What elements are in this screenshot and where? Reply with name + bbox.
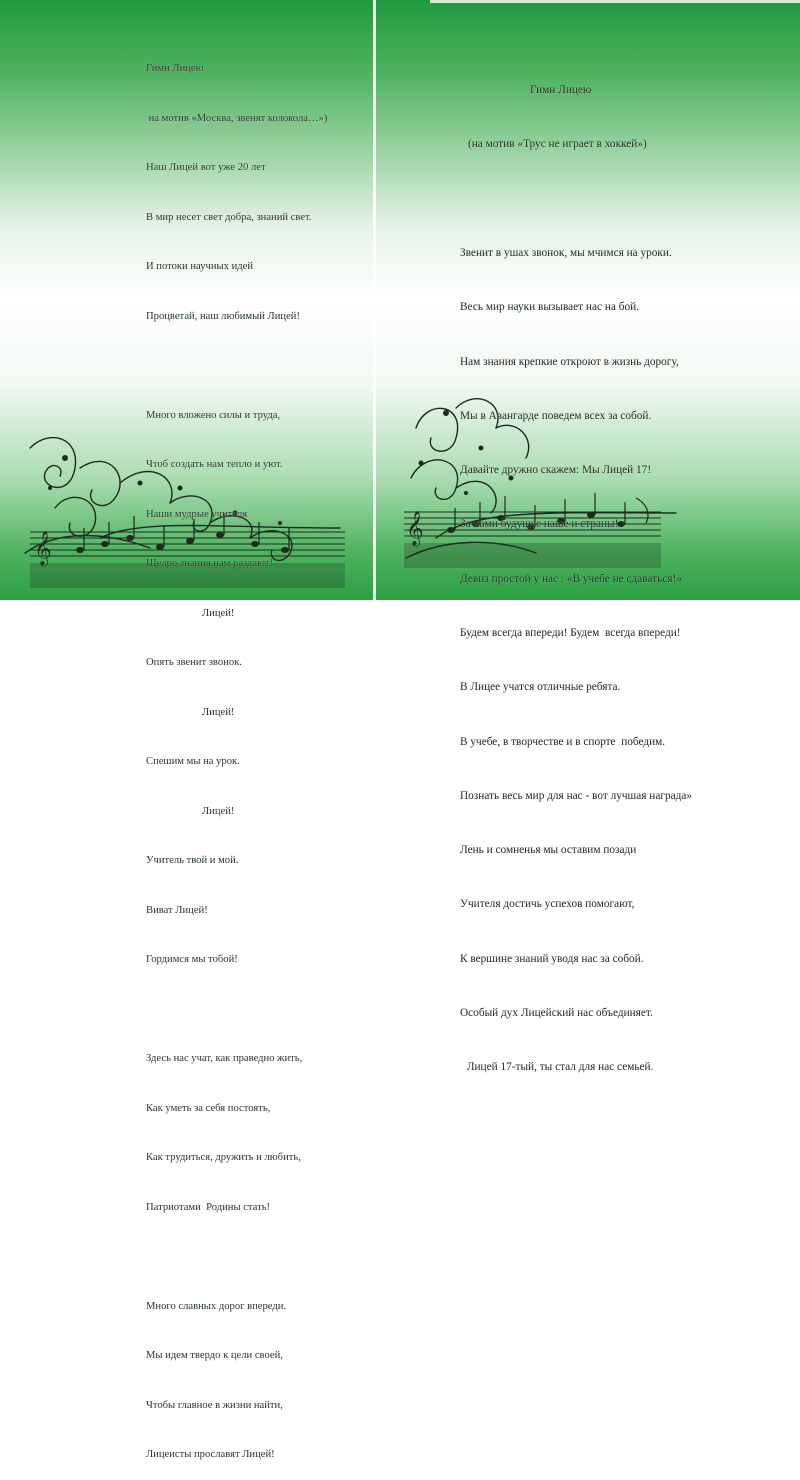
stanza-break (146, 1249, 327, 1266)
stanza-break (146, 358, 327, 375)
left-stanza4-line2: Мы идем твердо к цели своей, (146, 1350, 283, 1361)
left-poem-subtitle: на мотив «Москва, звенят колокола…») (146, 112, 328, 124)
right-poem-line2: Весь мир науки вызывает нас на бой. (460, 301, 639, 314)
stanza-break (146, 1002, 327, 1019)
left-refrain-line3: Лицей! (202, 706, 235, 718)
left-stanza3-line1: Здесь нас учат, как праведно жить, (146, 1053, 303, 1064)
title-spacer (460, 190, 692, 208)
right-poem-line1: Звенит в ушах звонок, мы мчимся на уроки. (460, 247, 672, 260)
right-poem-line13: Учителя достичь успехов помогают, (460, 898, 635, 911)
svg-text:𝄞: 𝄞 (406, 511, 424, 546)
left-stanza1-line2: В мир несет свет добра, знаний свет. (146, 211, 312, 223)
left-stanza2-line4: Щедро знания нам раздают! (146, 558, 274, 569)
right-poem-line15: Особый дух Лицейский нас объединяет. (460, 1006, 653, 1019)
right-poem (460, 45, 692, 1094)
left-stanza1-line3: И потоки научных идей (146, 261, 253, 272)
right-poem-line5: Давайте дружно скажем: Мы Лицей 17! (460, 464, 652, 477)
right-poem-line4: Мы в Авангарде поведем всех за собой. (460, 409, 652, 422)
left-refrain-line4: Спешим мы на урок. (146, 756, 240, 767)
left-stanza3-line4: Патриотами Родины стать! (146, 1201, 271, 1213)
right-poem-line8: Будем всегда впереди! Будем всегда впереди! (460, 627, 681, 639)
right-poem-line11: Познать весь мир для нас - вот лучшая награда» (460, 789, 693, 802)
left-refrain-line5: Лицей! (202, 805, 235, 817)
left-stanza2-line1: Много вложено силы и труда, (146, 409, 281, 421)
right-poem-last-line: Лицей 17-тый, ты стал для нас семьей. (464, 1061, 654, 1074)
left-stanza4-line1: Много славных дорог впереди. (146, 1300, 287, 1312)
left-stanza1-line4: Процветай, наш любимый Лицей! (146, 310, 300, 322)
right-poem-title: Гимн Лицею (530, 84, 592, 97)
left-refrain-line2: Опять звенит звонок. (146, 657, 242, 668)
left-stanza2-line3: Наши мудрые учителя (146, 508, 248, 520)
right-poem-line9: В Лицее учатся отличные ребята. (460, 681, 621, 694)
right-poem-line14: К вершине знаний уводя нас за собой. (460, 952, 644, 965)
left-stanza3-line3: Как трудиться, дружить и любить, (146, 1152, 301, 1163)
left-poem-title: Гимн Лицею (146, 63, 204, 74)
right-poem-line6: За нами будущее наше и страны! (460, 518, 619, 531)
left-refrain-line1: Лицей! (202, 607, 235, 619)
left-refrain-line7: Виват Лицей! (146, 904, 208, 916)
left-stanza2-line2: Чтоб создать нам тепло и уют. (146, 459, 283, 470)
left-stanza1-line1: Наш Лицей вот уже 20 лет (146, 162, 266, 173)
right-poem-line7: Девиз простой у нас : «В учебе не сдаваться!» (460, 572, 682, 585)
right-poem-line3: Нам знания крепкие откроют в жизнь дорогу, (460, 355, 679, 368)
top-edge-line (430, 0, 800, 3)
svg-text:𝄞: 𝄞 (34, 531, 52, 566)
left-refrain-line6: Учитель твой и мой. (146, 855, 239, 866)
left-poem (146, 28, 327, 1480)
left-stanza4-line3: Чтобы главное в жизни найти, (146, 1399, 283, 1411)
left-stanza3-line2: Как уметь за себя постоять, (146, 1102, 271, 1114)
left-stanza4-line4: Лицеисты прославят Лицей! (146, 1449, 275, 1460)
right-poem-subtitle: (на мотив «Трус не играет в хоккей») (468, 138, 647, 151)
left-refrain-line8: Гордимся мы тобой! (146, 954, 238, 965)
right-poem-line12: Лень и сомненья мы оставим позади (460, 844, 637, 857)
right-poem-line10: В учебе, в творчестве и в спорте победим. (460, 735, 666, 748)
